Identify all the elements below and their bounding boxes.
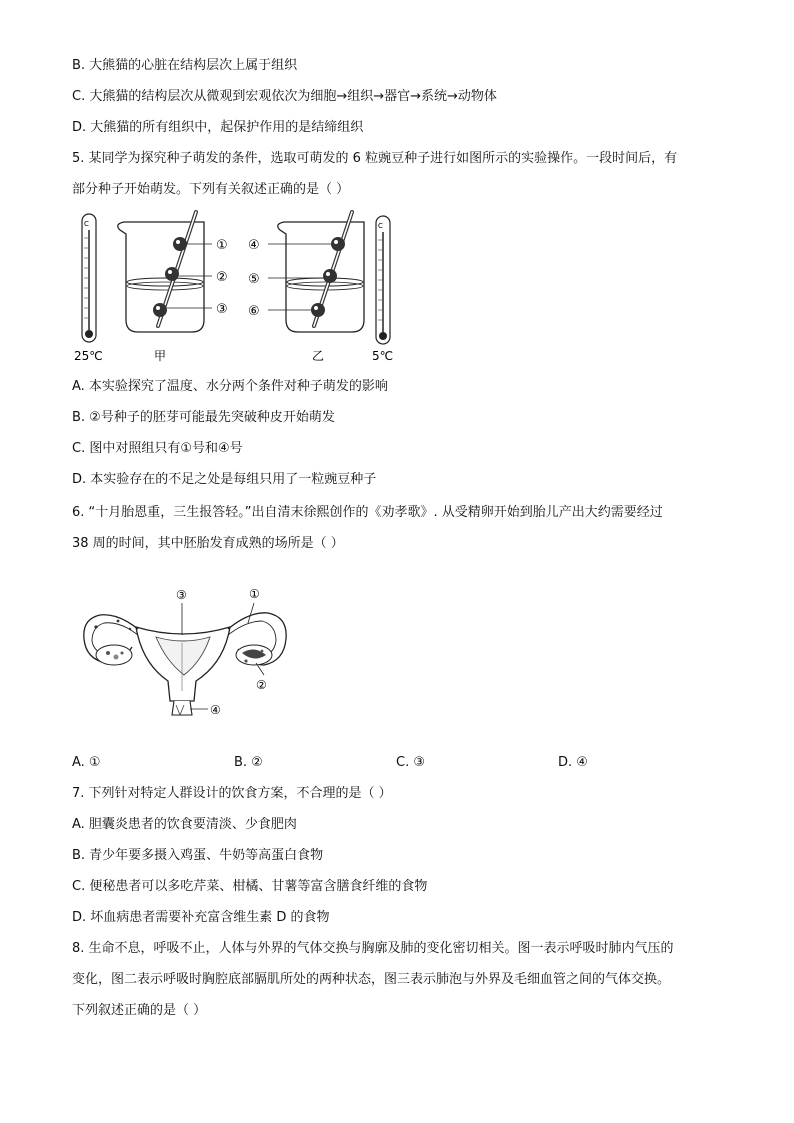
q4-option-d: D. 大熊猫的所有组织中，起保护作用的是结缔组织 [72,120,364,135]
temp-left-label: 25℃ [74,349,103,363]
q6-stem-line1: 6. “十月胎恩重，三生报答轻。”出自清末徐熙创作的《劝孝歌》. 从受精卵开始到胎儿产出大约需要经过 [72,505,663,520]
seed-germination-figure [68,208,408,368]
uterus-label-2: ② [256,678,267,692]
thermometer-left-icon [82,214,96,342]
seed-3-icon [153,303,167,317]
beaker-left-label: 甲 [154,349,167,363]
q5-stem-line1: 5. 某同学为探究种子萌发的条件，选取可萌发的 6 粒豌豆种子进行如图所示的实验操作。一段时间后，有 [72,151,678,166]
q6-option-d: D. ④ [558,755,588,770]
temp-right-label: 5℃ [372,349,394,363]
q7-option-d: D. 坏血病患者需要补充富含维生素 D 的食物 [72,910,330,925]
q5-stem-line2: 部分种子开始萌发。下列有关叙述正确的是（ ） [72,182,350,197]
seed-label-5: ⑤ [248,272,260,287]
seed-label-3: ③ [216,302,228,317]
q7-stem: 7. 下列针对特定人群设计的饮食方案，不合理的是（ ） [72,786,392,801]
seed-label-1: ① [216,238,228,253]
seed-5-icon [323,269,337,283]
seed-1-icon [173,237,187,251]
seed-2-icon [165,267,179,281]
uterus-label-1: ① [249,587,260,601]
q4-option-c: C. 大熊猫的结构层次从微观到宏观依次为细胞→组织→器官→系统→动物体 [72,89,497,104]
q6-option-c: C. ③ [396,755,425,770]
q7-option-b: B. 青少年要多摄入鸡蛋、牛奶等高蛋白食物 [72,848,324,863]
beaker-right-label: 乙 [312,349,325,363]
q7-option-a: A. 胆囊炎患者的饮食要清淡、少食肥肉 [72,817,297,832]
uterus-figure [78,583,308,723]
q6-stem-line2: 38 周的时间，其中胚胎发育成熟的场所是（ ） [72,536,344,551]
seed-4-icon [331,237,345,251]
q5-option-b: B. ②号种子的胚芽可能最先突破种皮开始萌发 [72,410,335,425]
q8-stem-line2: 变化，图二表示呼吸时胸腔底部膈肌所处的两种状态，图三表示肺泡与外界及毛细血管之间的气体交换。 [72,972,671,987]
seed-label-6: ⑥ [248,304,260,319]
q5-option-d: D. 本实验存在的不足之处是每组只用了一粒豌豆种子 [72,472,377,487]
thermometer-left-mark: C [84,220,89,228]
seed-label-2: ② [216,270,228,285]
thermometer-right-icon [376,216,390,344]
thermometer-right-mark: C [378,222,383,230]
q4-option-b: B. 大熊猫的心脏在结构层次上属于组织 [72,58,298,73]
seed-6-icon [311,303,325,317]
seed-label-4: ④ [248,238,260,253]
q6-option-b: B. ② [234,755,263,770]
q6-option-a: A. ① [72,755,101,770]
uterus-label-3: ③ [176,588,187,602]
q7-option-c: C. 便秘患者可以多吃芹菜、柑橘、甘薯等富含膳食纤维的食物 [72,879,428,894]
q8-stem-line1: 8. 生命不息，呼吸不止，人体与外界的气体交换与胸廓及肺的变化密切相关。图一表示呼吸时肺内气压的 [72,941,674,956]
q5-option-c: C. 图中对照组只有①号和④号 [72,441,243,456]
q8-stem-line3: 下列叙述正确的是（ ） [72,1003,207,1018]
uterus-label-4: ④ [210,703,221,717]
q5-option-a: A. 本实验探究了温度、水分两个条件对种子萌发的影响 [72,379,388,394]
